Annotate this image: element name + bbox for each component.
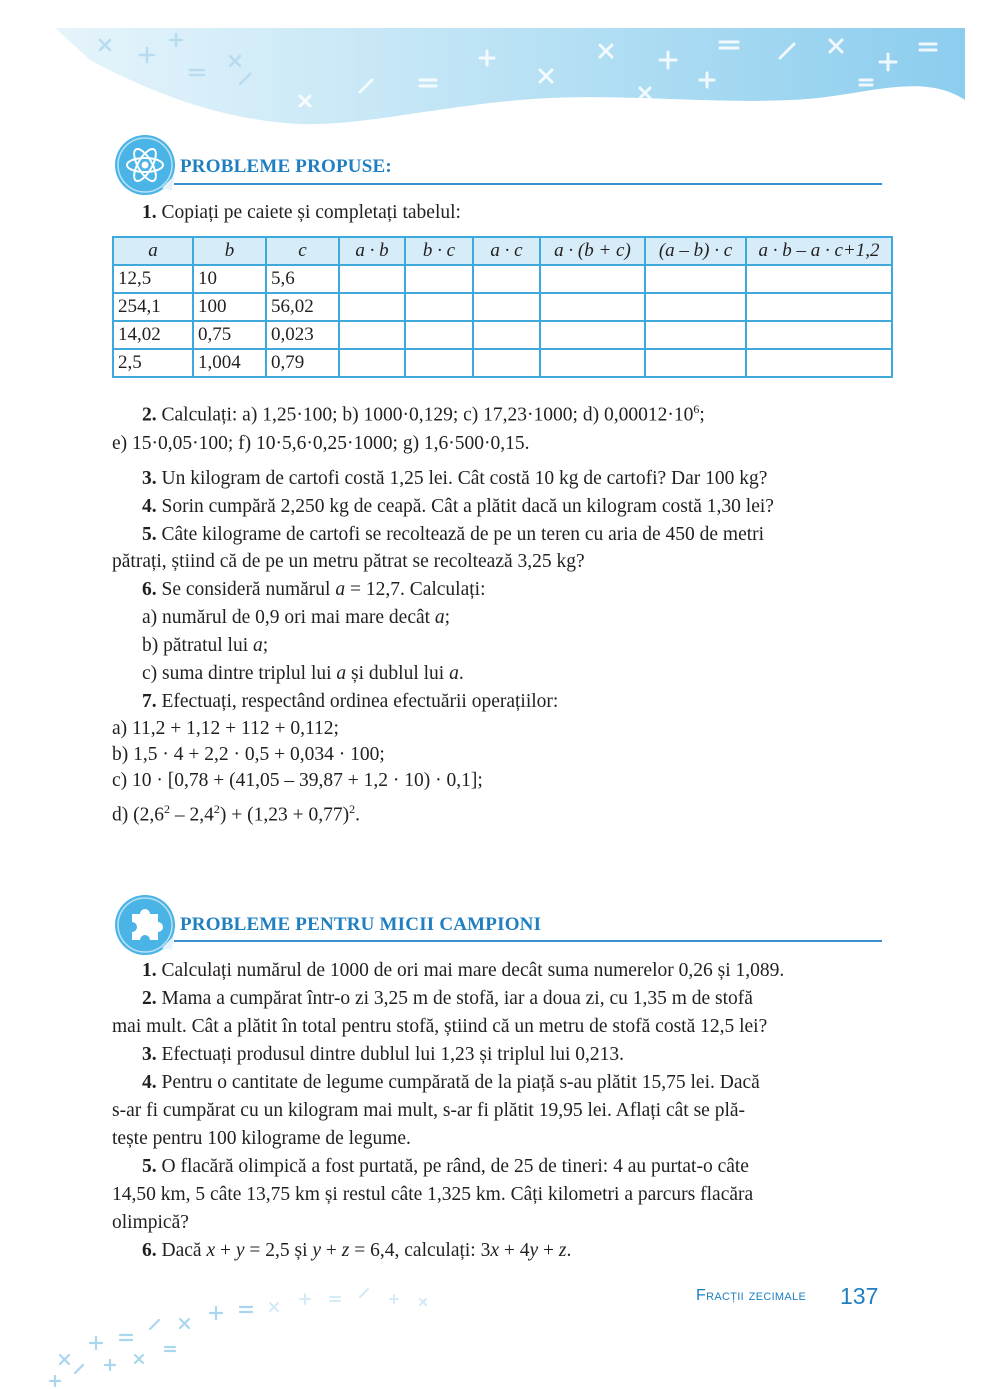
table-cell: 12,5 xyxy=(113,265,193,293)
challenge-4: 4. Pentru o cantitate de legume cumpărată de la piață s-au plătit 15,75 lei. Dacă xyxy=(142,1072,760,1093)
table-cell xyxy=(473,349,540,377)
column-header: b xyxy=(193,237,266,265)
problem-6-c: c) suma dintre triplul lui a și dublul lui a. xyxy=(142,663,464,684)
table-header-row xyxy=(113,237,892,265)
problem-7-a: a) 11,2 + 1,12 + 112 + 0,112; xyxy=(112,718,339,739)
table-cell: 0,023 xyxy=(266,321,339,349)
table-cell xyxy=(746,321,892,349)
problem-5-continued: pătrați, știind că de pe un metru pătrat se recoltează 3,25 kg? xyxy=(112,551,585,572)
column-header: a · (b + c) xyxy=(540,237,645,265)
table-cell xyxy=(746,265,892,293)
table-cell xyxy=(405,265,473,293)
challenge-1: 1. Calculați numărul de 1000 de ori mai mare decât suma numerelor 0,26 și 1,089. xyxy=(142,960,785,981)
table-row xyxy=(113,349,892,377)
table-cell: 0,79 xyxy=(266,349,339,377)
table-cell xyxy=(339,293,405,321)
table-cell xyxy=(540,349,645,377)
table-cell: 14,02 xyxy=(113,321,193,349)
column-header: a · b xyxy=(339,237,405,265)
table-cell xyxy=(645,321,746,349)
column-header: (a – b) · c xyxy=(645,237,746,265)
table-cell xyxy=(746,293,892,321)
challenge-2-continued: mai mult. Cât a plătit în total pentru stofă, știind că un metru de stofă costă 12,5 lei? xyxy=(112,1016,768,1037)
table-cell: 100 xyxy=(193,293,266,321)
table-cell: 56,02 xyxy=(266,293,339,321)
table-cell: 1,004 xyxy=(193,349,266,377)
table-cell xyxy=(339,265,405,293)
table-cell xyxy=(540,321,645,349)
problem-7-c: c) 10 · [0,78 + (41,05 – 39,87 + 1,2 · 10) · 0,1]; xyxy=(112,770,483,791)
challenge-4-continued: tește pentru 100 kilograme de legume. xyxy=(112,1128,411,1149)
table-cell xyxy=(645,293,746,321)
section-title: PROBLEME PENTRU MICII CAMPIONI xyxy=(180,914,542,935)
challenge-5: 5. O flacără olimpică a fost purtată, pe rând, de 25 de tineri: 4 au purtat-o câte xyxy=(142,1156,749,1177)
problem-2: 2. Calculați: a) 1,25·100; b) 1000·0,129; c) 17,23·1000; d) $0,00012\cdot 10^6$; xyxy=(142,402,705,426)
column-header: a · c xyxy=(473,237,540,265)
table-cell xyxy=(405,321,473,349)
column-header: a · b – a · c+1,2 xyxy=(746,237,892,265)
page-number: 137 xyxy=(840,1283,879,1309)
table-cell xyxy=(473,321,540,349)
challenge-6: 6. Dacă x + y = 2,5 și y + z = 6,4, calculați: 3x + 4y + z. xyxy=(142,1240,572,1261)
table-cell: 254,1 xyxy=(113,293,193,321)
puzzle-icon xyxy=(112,892,178,958)
problem-4: 4. Sorin cumpără 2,250 kg de ceapă. Cât a plătit dacă un kilogram costă 1,30 lei? xyxy=(142,496,774,517)
table-cell xyxy=(540,265,645,293)
calculation-table xyxy=(112,236,893,378)
column-header: c xyxy=(266,237,339,265)
problem-1: 1. Copiați pe caiete și completați tabelul: xyxy=(142,202,461,223)
problem-7-d: d) $(2,6^2 - 2,4^2) + (1,23 + 0,77)^2$. xyxy=(112,802,360,826)
column-header: a xyxy=(113,237,193,265)
challenge-5-continued: olimpică? xyxy=(112,1212,189,1233)
table-cell xyxy=(473,293,540,321)
table-cell xyxy=(473,265,540,293)
table-row xyxy=(113,293,892,321)
problem-2-continued: e) 15·0,05·100; f) 10·5,6·0,25·1000; g) 1,6·500·0,15. xyxy=(112,433,530,454)
table-row xyxy=(113,265,892,293)
section-divider xyxy=(174,940,882,942)
table-cell xyxy=(645,265,746,293)
table-cell xyxy=(645,349,746,377)
table-cell: 5,6 xyxy=(266,265,339,293)
challenge-4-continued: s-ar fi cumpărat cu un kilogram mai mult, s-ar fi plătit 19,95 lei. Aflați cât se plă- xyxy=(112,1100,746,1121)
section-title: PROBLEME PROPUSE: xyxy=(180,156,392,177)
table-cell: 0,75 xyxy=(193,321,266,349)
challenge-5-continued: 14,50 km, 5 câte 13,75 km și restul câte 1,325 km. Câți kilometri a parcurs flacăra xyxy=(112,1184,754,1205)
table-cell: 2,5 xyxy=(113,349,193,377)
table-cell xyxy=(405,293,473,321)
challenge-2: 2. Mama a cumpărat într-o zi 3,25 m de stofă, iar a doua zi, cu 1,35 m de stofă xyxy=(142,988,753,1009)
table-cell xyxy=(339,321,405,349)
problem-6-b: b) pătratul lui a; xyxy=(142,635,269,656)
table-row xyxy=(113,321,892,349)
table-cell xyxy=(339,349,405,377)
problem-7-b: b) 1,5 · 4 + 2,2 · 0,5 + 0,034 · 100; xyxy=(112,744,385,765)
decorative-header-band xyxy=(0,0,992,140)
chapter-title: Fracții zecimale xyxy=(696,1287,807,1304)
column-header: b · c xyxy=(405,237,473,265)
decorative-footer-band xyxy=(0,1285,520,1389)
table-cell xyxy=(540,293,645,321)
problem-3: 3. Un kilogram de cartofi costă 1,25 lei. Cât costă 10 kg de cartofi? Dar 100 kg? xyxy=(142,468,768,489)
challenge-3: 3. Efectuați produsul dintre dublul lui 1,23 și triplul lui 0,213. xyxy=(142,1044,625,1065)
problem-6-a: a) numărul de 0,9 ori mai mare decât a; xyxy=(142,607,451,628)
problem-6: 6. Se consideră numărul a = 12,7. Calculați: xyxy=(142,579,486,600)
table-cell: 10 xyxy=(193,265,266,293)
section-divider xyxy=(174,183,882,185)
table-cell xyxy=(405,349,473,377)
problem-5: 5. Câte kilograme de cartofi se recoltează de pe un teren cu aria de 450 de metri xyxy=(142,524,765,545)
table-cell xyxy=(746,349,892,377)
atom-icon xyxy=(112,132,178,198)
problem-7: 7. Efectuați, respectând ordinea efectuării operațiilor: xyxy=(142,691,559,712)
